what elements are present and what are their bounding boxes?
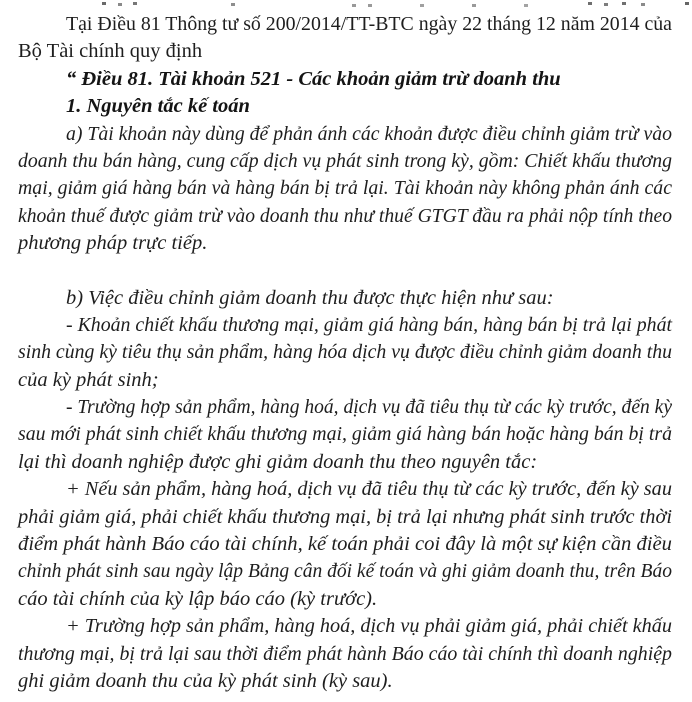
- text-line: sinh cùng kỳ tiêu thụ sản phẩm, hàng hóa dịch vụ được điều chỉnh giảm doanh thu: [18, 341, 672, 364]
- section-heading: [18, 93, 672, 120]
- text-line: Tại Điều 81 Thông tư số 200/2014/TT-BTC ngày 22 tháng 12 năm 2014 của: [66, 13, 672, 35]
- text-line: a) Tài khoản này dùng để phản ánh các khoản được điều chỉnh giảm trừ vào: [66, 122, 672, 145]
- text-line: thương mại, bị trả lại sau thời điểm phát hành Báo cáo tài chính thì doanh nghiệp: [18, 642, 672, 665]
- text-line: khoản thuế được giảm trừ vào doanh thu như thuế GTGT đầu ra phải nộp tính theo: [18, 204, 672, 227]
- dash-item-1: [18, 312, 672, 394]
- text-line: b) Việc điều chỉnh giảm doanh thu được thực hiện như sau:: [66, 286, 554, 309]
- text-line: phải giảm giá, phải chiết khấu thương mại, bị trả lại nhưng phát sinh trước thời: [18, 505, 672, 528]
- text-line: cáo tài chính của kỳ lập báo cáo (kỳ trước).: [18, 587, 378, 610]
- text-line: 1. Nguyên tắc kế toán: [66, 95, 250, 118]
- text-line: chỉnh phát sinh sau ngày lập Bảng cân đối kế toán và ghi giảm doanh thu, trên Báo: [18, 560, 672, 583]
- text-line: phương pháp trực tiếp.: [18, 232, 208, 255]
- plus-item-1: [18, 476, 672, 613]
- point-b-paragraph: [18, 285, 672, 312]
- cropped-previous-line-artifact: [0, 2, 4, 5]
- plus-item-2: [18, 613, 672, 695]
- point-a-paragraph: [18, 121, 672, 258]
- article-heading: [18, 66, 672, 93]
- text-line: mại, giảm giá hàng bán và hàng bán bị trả lại. Tài khoản này không phản ánh các: [18, 177, 672, 200]
- text-line: - Trường hợp sản phẩm, hàng hoá, dịch vụ đã tiêu thụ từ các kỳ trước, đến kỳ: [66, 396, 672, 419]
- text-line: ghi giảm doanh thu của kỳ phát sinh (kỳ sau).: [18, 669, 393, 692]
- dash-item-2: [18, 394, 672, 476]
- text-line: Bộ Tài chính quy định: [18, 40, 203, 63]
- text-line: - Khoản chiết khấu thương mại, giảm giá hàng bán, hàng bán bị trả lại phát: [66, 313, 672, 336]
- text-line: + Trường hợp sản phẩm, hàng hoá, dịch vụ phải giảm giá, phải chiết khấu: [66, 615, 672, 638]
- text-line: lại thì doanh nghiệp được ghi giảm doanh thu theo nguyên tắc:: [18, 450, 538, 473]
- intro-paragraph: [18, 11, 672, 66]
- text-line: sau mới phát sinh chiết khấu thương mại, giảm giá hàng bán hoặc hàng bán bị trả: [18, 423, 672, 446]
- text-line: doanh thu bán hàng, cung cấp dịch vụ phát sinh trong kỳ, gồm: Chiết khấu thương: [18, 149, 672, 172]
- text-line: của kỳ phát sinh;: [18, 368, 159, 391]
- text-line: điểm phát hành Báo cáo tài chính, kế toán phải coi đây là một sự kiện cần điều: [18, 533, 672, 556]
- text-line: “ Điều 81. Tài khoản 521 - Các khoản giảm trừ doanh thu: [66, 67, 561, 90]
- document-body: [18, 11, 672, 695]
- text-line: + Nếu sản phẩm, hàng hoá, dịch vụ đã tiêu thụ từ các kỳ trước, đến kỳ sau: [66, 478, 672, 501]
